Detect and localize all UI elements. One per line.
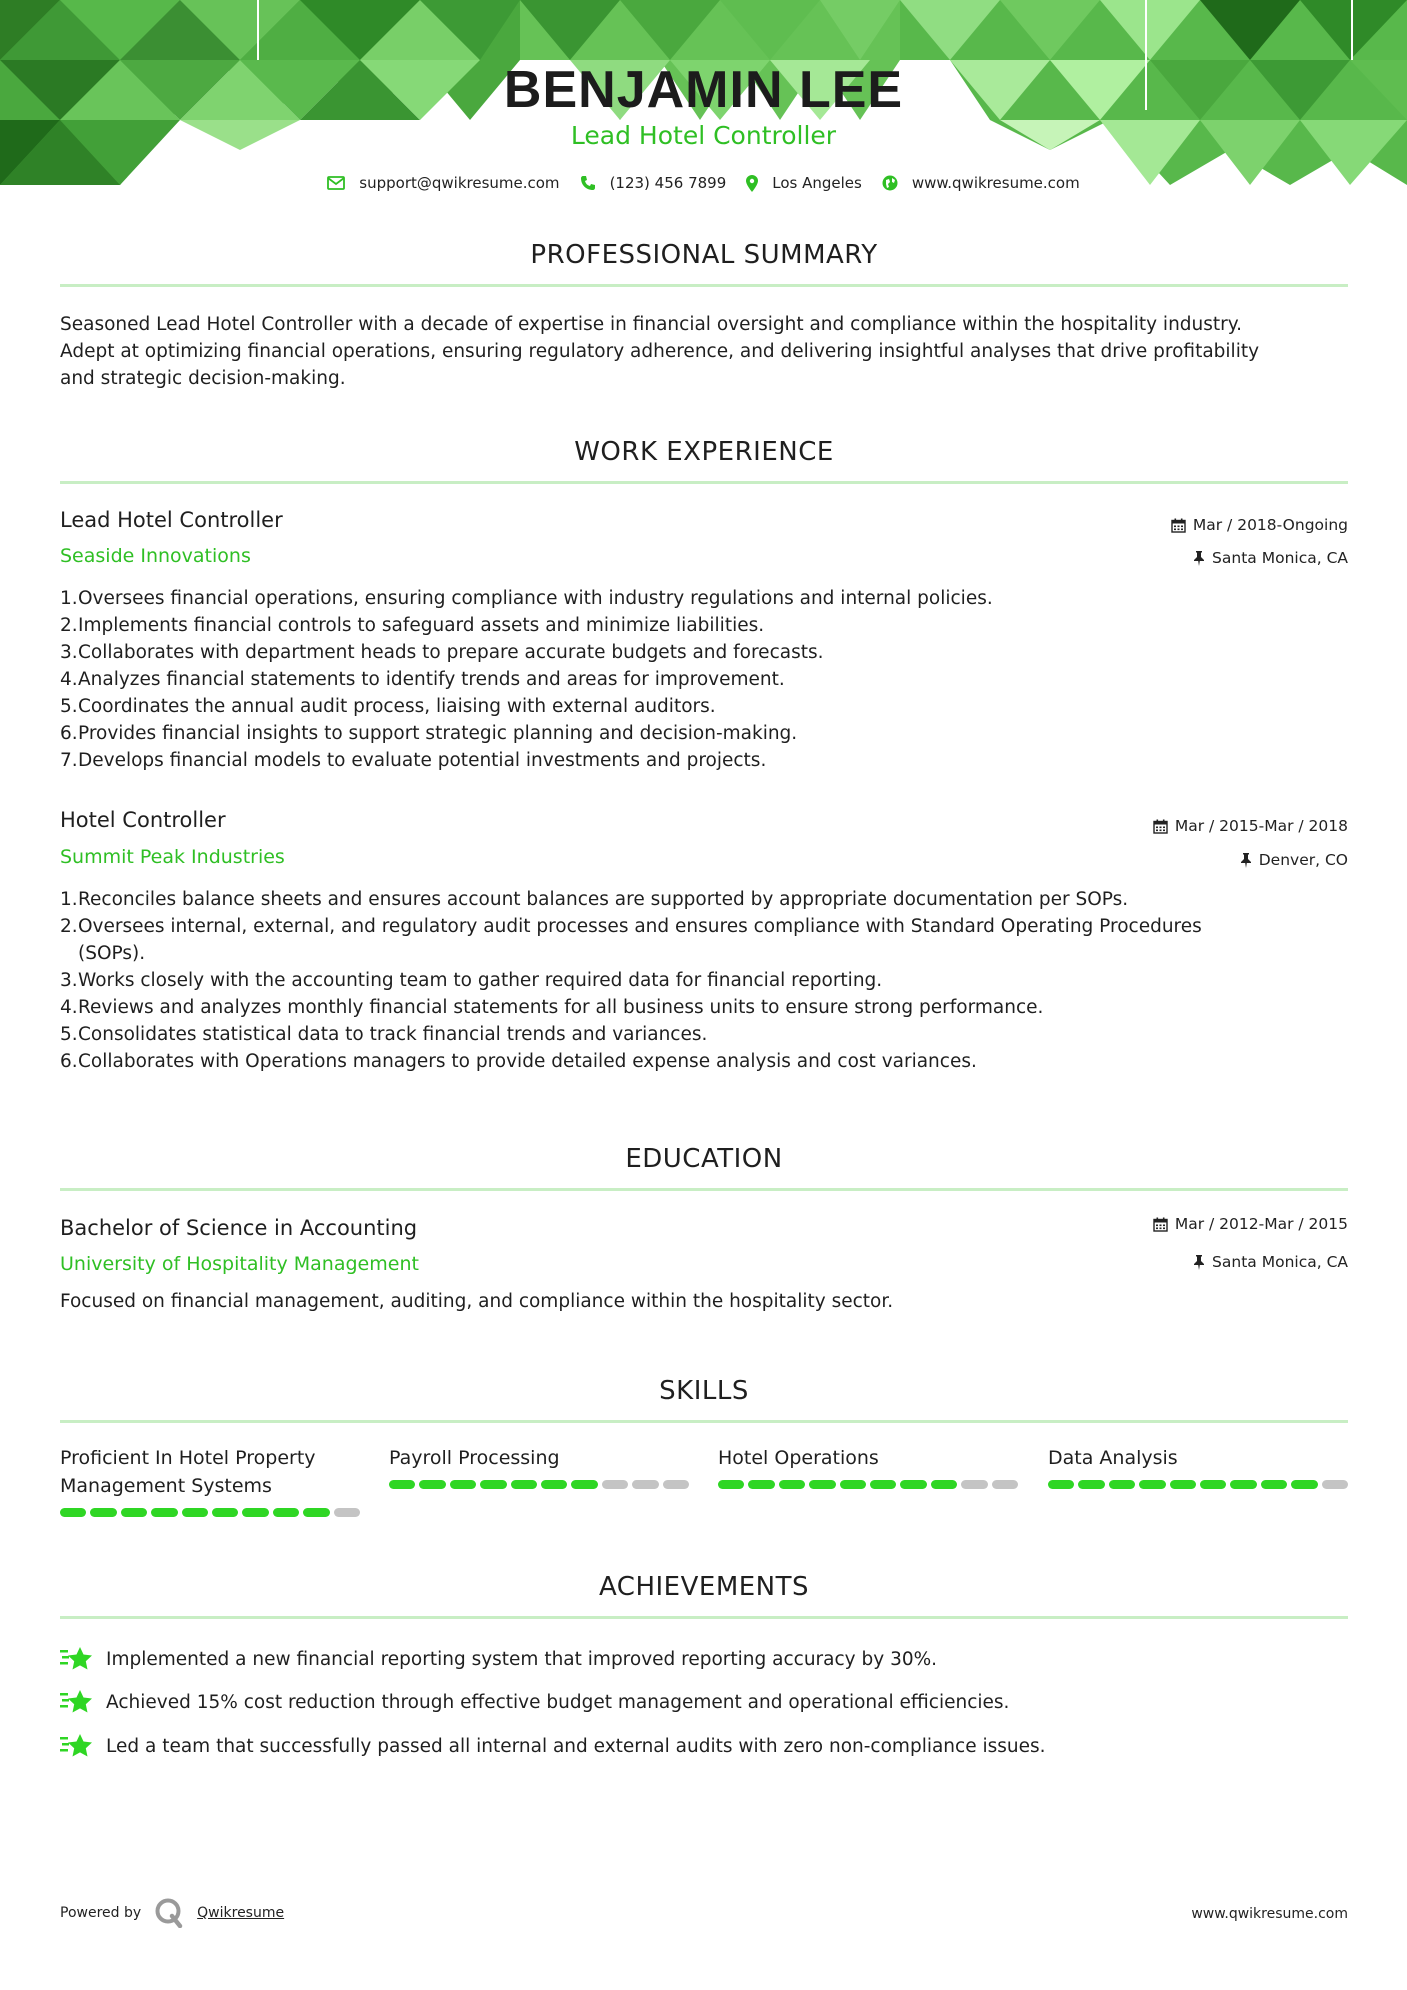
- contact-website-text: www.qwikresume.com: [911, 174, 1080, 192]
- contact-email[interactable]: [327, 174, 559, 192]
- list-item: 4. Reviews and analyzes monthly financial statements for all business units to ensure strong performance.: [60, 997, 1044, 1018]
- summary-text: [60, 311, 1350, 392]
- contact-website[interactable]: [882, 174, 1080, 192]
- skill-level-segment: [840, 1480, 866, 1489]
- job-title: Lead Hotel Controller: [60, 508, 283, 532]
- skill-level-segment: [541, 1480, 567, 1489]
- job-location: [1240, 851, 1348, 869]
- education-dates: [1153, 1215, 1348, 1233]
- section-divider: [60, 1420, 1348, 1423]
- contact-phone-text: (123) 456 7899: [609, 174, 727, 192]
- list-item: (SOPs).: [78, 943, 146, 964]
- section-title-experience: WORK EXPERIENCE: [574, 437, 834, 467]
- company-name: Summit Peak Industries: [60, 846, 285, 868]
- achievement-text: Implemented a new financial reporting system that improved reporting accuracy by 30%.: [106, 1648, 938, 1670]
- list-item: 6. Collaborates with Operations managers to provide detailed expense analysis and cost variances.: [60, 1051, 977, 1072]
- achievement-item: [60, 1645, 1350, 1673]
- list-item: 4. Analyzes financial statements to identify trends and areas for improvement.: [60, 669, 785, 690]
- skill-level-segment: [242, 1508, 268, 1517]
- skill-label: Payroll Processing: [389, 1447, 560, 1469]
- education-location: [1193, 1253, 1348, 1271]
- skill-level-segment: [718, 1480, 744, 1489]
- skill-level-segment: [809, 1480, 835, 1489]
- skill-level-segment: [273, 1508, 299, 1517]
- list-item: 2. Oversees internal, external, and regulatory audit processes and ensures compliance with Standard Operating Procedures: [60, 916, 1202, 937]
- list-item: 1. Reconciles balance sheets and ensures account balances are supported by appropriate documentation per SOPs.: [60, 889, 1129, 910]
- map-pin-icon: [746, 175, 758, 192]
- list-item: 1. Oversees financial operations, ensuring compliance with industry regulations and internal policies.: [60, 588, 993, 609]
- calendar-icon: [1171, 518, 1186, 533]
- qwikresume-link[interactable]: Qwikresume: [197, 1905, 285, 1921]
- powered-by-label: Powered by: [60, 1905, 142, 1921]
- skill-level-segment: [992, 1480, 1018, 1489]
- skill-level-segment: [1078, 1480, 1104, 1489]
- job-dates-text: Mar / 2018-Ongoing: [1192, 516, 1348, 534]
- calendar-icon: [1153, 819, 1168, 834]
- skill-level-segment: [511, 1480, 537, 1489]
- job-dates: [1153, 817, 1348, 835]
- list-item: 6. Provides financial insights to support strategic planning and decision-making.: [60, 723, 798, 744]
- skill-level-segment: [961, 1480, 987, 1489]
- candidate-name: BENJAMIN LEE: [503, 61, 904, 119]
- summary-line: Adept at optimizing financial operations, ensuring regulatory adherence, and delivering insightful analyses that drive profitability: [60, 341, 1260, 362]
- list-item: 3. Works closely with the accounting team to gather required data for financial reporting.: [60, 970, 883, 991]
- list-item: 2. Implements financial controls to safeguard assets and minimize liabilities.: [60, 615, 765, 636]
- education-description: Focused on financial management, auditing, and compliance within the hospitality sector.: [60, 1291, 894, 1312]
- skill-level-segment: [212, 1508, 238, 1517]
- contact-location-text: Los Angeles: [772, 174, 862, 192]
- skill-level-segment: [870, 1480, 896, 1489]
- skill-level-segment: [900, 1480, 926, 1489]
- achievement-item: [60, 1732, 1350, 1760]
- skill-level-segment: [182, 1508, 208, 1517]
- skill-level-segment: [1109, 1480, 1135, 1489]
- calendar-icon: [1153, 1217, 1168, 1232]
- education-location-text: Santa Monica, CA: [1212, 1253, 1348, 1271]
- skill-level-segment: [151, 1508, 177, 1517]
- job-dates-text: Mar / 2015-Mar / 2018: [1174, 817, 1348, 835]
- skill-level-segment: [303, 1508, 329, 1517]
- skill-item: [1048, 1444, 1348, 1489]
- skill-item: [718, 1444, 1018, 1489]
- skill-level-segment: [931, 1480, 957, 1489]
- skill-level-segment: [389, 1480, 415, 1489]
- skill-level-segment: [1048, 1480, 1074, 1489]
- skill-level-segment: [1230, 1480, 1256, 1489]
- job-location-text: Santa Monica, CA: [1212, 549, 1348, 567]
- skill-level-bar: [1048, 1480, 1348, 1489]
- section-title-summary: PROFESSIONAL SUMMARY: [530, 240, 878, 270]
- summary-line: Seasoned Lead Hotel Controller with a decade of expertise in financial oversight and compliance within the hospitality industry.: [60, 314, 1242, 335]
- education-dates-text: Mar / 2012-Mar / 2015: [1174, 1215, 1348, 1233]
- skill-level-segment: [90, 1508, 116, 1517]
- skill-level-segment: [1139, 1480, 1165, 1489]
- qwikresume-logo-icon: [155, 1898, 183, 1928]
- job-location-text: Denver, CO: [1258, 851, 1348, 869]
- degree-title: Bachelor of Science in Accounting: [60, 1216, 418, 1240]
- section-divider: [60, 1188, 1348, 1191]
- skill-level-segment: [602, 1480, 628, 1489]
- skill-level-segment: [1200, 1480, 1226, 1489]
- skill-level-bar: [718, 1480, 1018, 1489]
- list-item: 7. Develops financial models to evaluate potential investments and projects.: [60, 750, 767, 771]
- section-title-education: EDUCATION: [625, 1144, 783, 1174]
- job-title: Hotel Controller: [60, 808, 226, 832]
- skill-level-segment: [663, 1480, 689, 1489]
- star-achievement-icon: [60, 1645, 94, 1673]
- pushpin-icon: [1193, 1255, 1205, 1270]
- skill-level-segment: [632, 1480, 658, 1489]
- job-duties: [60, 585, 1350, 774]
- skill-item: [60, 1444, 360, 1517]
- skill-level-segment: [748, 1480, 774, 1489]
- pushpin-icon: [1193, 551, 1205, 566]
- section-divider: [60, 284, 1348, 287]
- section-divider: [60, 1616, 1348, 1619]
- skill-level-segment: [419, 1480, 445, 1489]
- skill-level-segment: [1261, 1480, 1287, 1489]
- contact-phone[interactable]: [580, 174, 727, 192]
- skill-label: Proficient In Hotel Property Management Systems: [60, 1447, 316, 1497]
- star-achievement-icon: [60, 1688, 94, 1716]
- job-duties: [60, 886, 1350, 1075]
- globe-icon: [882, 175, 898, 191]
- skill-item: [389, 1444, 689, 1489]
- job-location: [1193, 549, 1348, 567]
- school-name: University of Hospitality Management: [60, 1253, 419, 1275]
- star-achievement-icon: [60, 1732, 94, 1760]
- list-item: 5. Coordinates the annual audit process, liaising with external auditors.: [60, 696, 716, 717]
- skill-level-segment: [450, 1480, 476, 1489]
- achievement-item: [60, 1688, 1350, 1716]
- skill-level-bar: [60, 1508, 360, 1517]
- list-item: 3. Collaborates with department heads to prepare accurate budgets and forecasts.: [60, 642, 824, 663]
- achievement-text: Led a team that successfully passed all internal and external audits with zero non-compliance issues.: [106, 1735, 1046, 1757]
- skill-level-segment: [121, 1508, 147, 1517]
- summary-line: and strategic decision-making.: [60, 368, 346, 389]
- skill-level-segment: [60, 1508, 86, 1517]
- skill-level-segment: [480, 1480, 506, 1489]
- skill-label: Hotel Operations: [718, 1447, 879, 1469]
- section-divider: [60, 481, 1348, 484]
- list-item: 5. Consolidates statistical data to track financial trends and variances.: [60, 1024, 708, 1045]
- achievement-text: Achieved 15% cost reduction through effective budget management and operational efficiencies.: [106, 1691, 1010, 1713]
- skill-level-segment: [334, 1508, 360, 1517]
- contact-location: [746, 174, 862, 192]
- phone-icon: [580, 175, 596, 191]
- skill-label: Data Analysis: [1048, 1447, 1178, 1469]
- skill-level-segment: [1170, 1480, 1196, 1489]
- company-name: Seaside Innovations: [60, 545, 251, 567]
- candidate-role: Lead Hotel Controller: [570, 121, 837, 150]
- footer-website-link[interactable]: www.qwikresume.com: [1191, 1906, 1348, 1922]
- contact-email-text: support@qwikresume.com: [359, 174, 560, 192]
- contact-bar: [0, 174, 1407, 192]
- job-dates: [1171, 516, 1348, 534]
- section-title-achievements: ACHIEVEMENTS: [598, 1572, 810, 1602]
- skill-level-bar: [389, 1480, 689, 1489]
- skill-level-segment: [1291, 1480, 1317, 1489]
- skill-level-segment: [1322, 1480, 1348, 1489]
- skill-level-segment: [779, 1480, 805, 1489]
- pushpin-icon: [1240, 853, 1252, 868]
- skill-level-segment: [571, 1480, 597, 1489]
- section-title-skills: SKILLS: [659, 1376, 749, 1406]
- envelope-icon: [327, 176, 345, 190]
- footer-powered-by: [60, 1898, 284, 1928]
